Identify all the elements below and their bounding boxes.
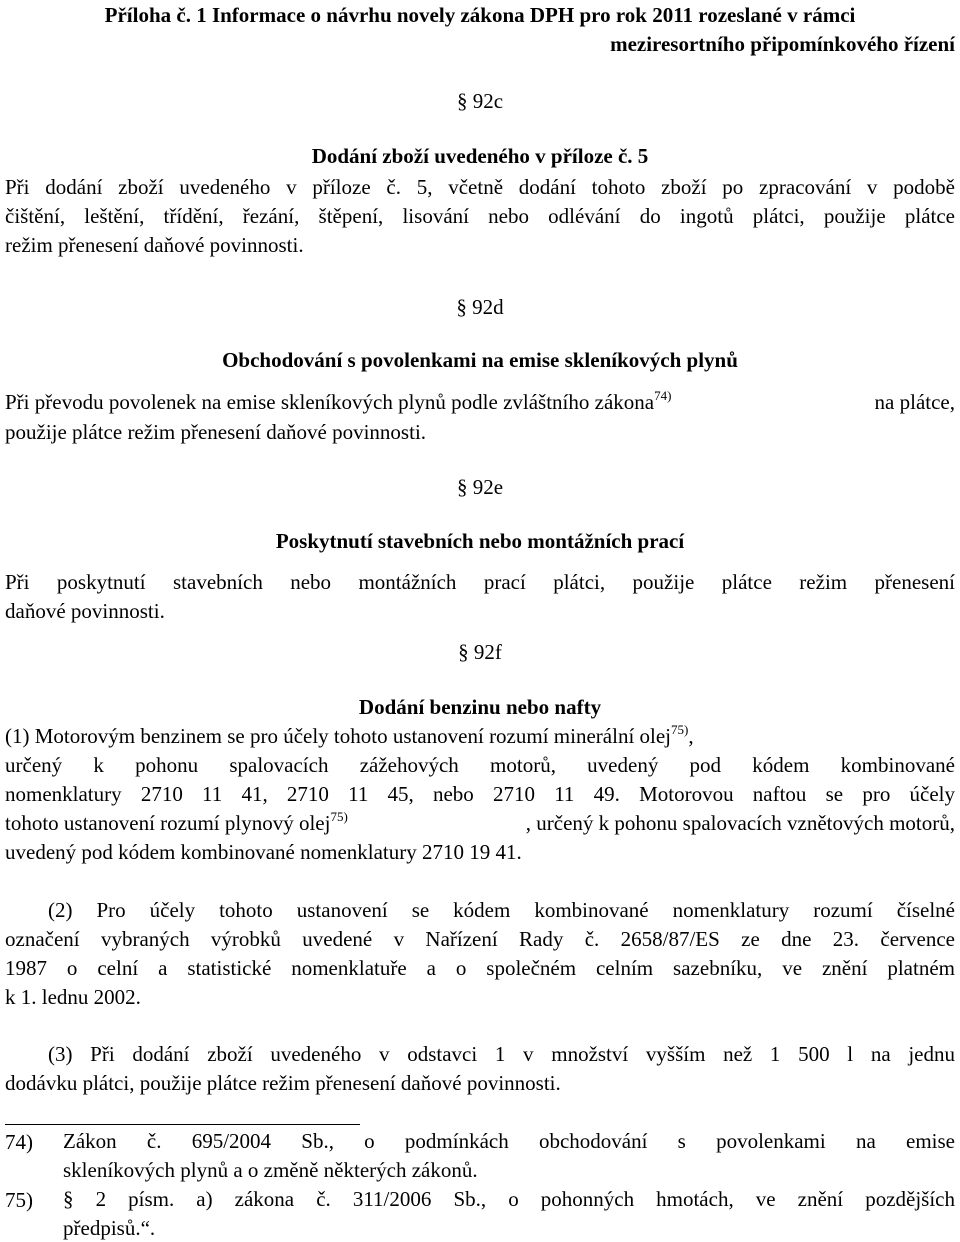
paragraph-92d-line-2: použije plátce režim přenesení daňové povinnosti. [5,420,427,444]
paragraph-92f-1-line-3: nomenklatury 2710 11 41, 2710 11 45, nebo 2710 11 49. Motorovou naftou se pro účely [5,782,955,806]
footnote-separator [5,1124,360,1125]
header-line-1: Příloha č. 1 Informace o návrhu novely zákona DPH pro rok 2011 rozeslané v rámci [104,3,856,27]
footnote-ref-75b: 75) [330,809,348,824]
paragraph-92f-1-line-2: určený k pohonu spalovacích zážehových motorů, uvedený pod kódem kombinované [5,753,955,777]
footnote-75-line-2: předpisů.“. [63,1216,156,1240]
section-title-92e: Poskytnutí stavebních nebo montážních prací [275,529,685,553]
paragraph-92f-2-line-1: (2) Pro účely tohoto ustanovení se kódem kombinované nomenklatury rozumí číselné [48,898,955,922]
paragraph-92c-line-1: Při dodání zboží uvedeného v příloze č. 5, včetně dodání tohoto zboží po zpracování v podobě [5,175,955,199]
paragraph-92e-line-2: daňové povinnosti. [5,599,165,623]
paragraph-92f-3-line-1: (3) Při dodání zboží uvedeného v odstavci 1 v množství vyšším než 1 500 l na jednu [48,1042,955,1066]
header-line-2: meziresortního připomínkového řízení [610,32,955,56]
paragraph-92f-3-line-2: dodávku plátci, použije plátce režim přenesení daňové povinnosti. [5,1071,561,1095]
section-number-92d: § 92d [456,295,504,319]
paragraph-92d-line-1 [5,388,955,414]
paragraph-92d-text-b: na plátce, [874,390,955,414]
paragraph-92f-2-line-4: k 1. lednu 2002. [5,985,141,1009]
paragraph-92f-1-line-4-a: tohoto ustanovení rozumí plynový olej$^{75)}$ [5,809,348,835]
section-number-92c: § 92c [456,89,504,113]
paragraph-92f-1-line-4-b: , určený k pohonu spalovacích vznětových motorů, [525,811,955,835]
section-title-92d: Obchodování s povolenkami na emise skleníkových plynů [222,348,738,372]
paragraph-92c-line-3: režim přenesení daňové povinnosti. [5,233,304,257]
section-title-92c: Dodání zboží uvedeného v příloze č. 5 [311,144,649,168]
footnote-74-line-2: skleníkových plynů a o změně některých zákonů. [63,1158,478,1182]
paragraph-92c-line-2: čištění, leštění, třídění, řezání, štěpení, lisování nebo odlévání do ingotů plátci, použije plátce [5,204,955,228]
paragraph-92f-1-line-5: uvedený pod kódem kombinované nomenklatury 2710 19 41. [5,840,522,864]
paragraph-92f-2-line-3: 1987 o celní a statistické nomenklatuře a o společném celním sazebníku, ve znění platném [5,956,955,980]
section-number-92f: § 92f [458,640,502,664]
footnote-ref-74: 74) [654,388,672,403]
paragraph-92f-1-line-4 [5,809,955,835]
section-number-92e: § 92e [456,475,504,499]
section-title-92f: Dodání benzinu nebo nafty [358,695,602,719]
paragraph-92f-1-line-1 [5,722,955,748]
footnote-74-number: 74) [5,1130,33,1154]
footnote-75-number: 75) [5,1188,33,1212]
paragraph-92f-1-text-b: , [688,724,694,748]
footnote-74-line-1: Zákon č. 695/2004 Sb., o podmínkách obchodování s povolenkami na emise [63,1129,955,1153]
paragraph-92f-1-text-a: (1) Motorovým benzinem se pro účely tohoto ustanovení rozumí minerální olej [5,724,672,748]
paragraph-92d-text-a: Při převodu povolenek na emise skleníkových plynů podle zvláštního zákona$^{74)}$ [5,388,672,414]
footnote-ref-75a: 75) [671,722,689,737]
paragraph-92f-2-line-2: označení vybraných výrobků uvedené v Nařízení Rady č. 2658/87/ES ze dne 23. července [5,927,955,951]
footnote-75-line-1: § 2 písm. a) zákona č. 311/2006 Sb., o pohonných hmotách, ve znění pozdějších [63,1187,955,1211]
paragraph-92e-line-1: Při poskytnutí stavebních nebo montážních prací plátci, použije plátce režim přenesení [5,570,955,594]
